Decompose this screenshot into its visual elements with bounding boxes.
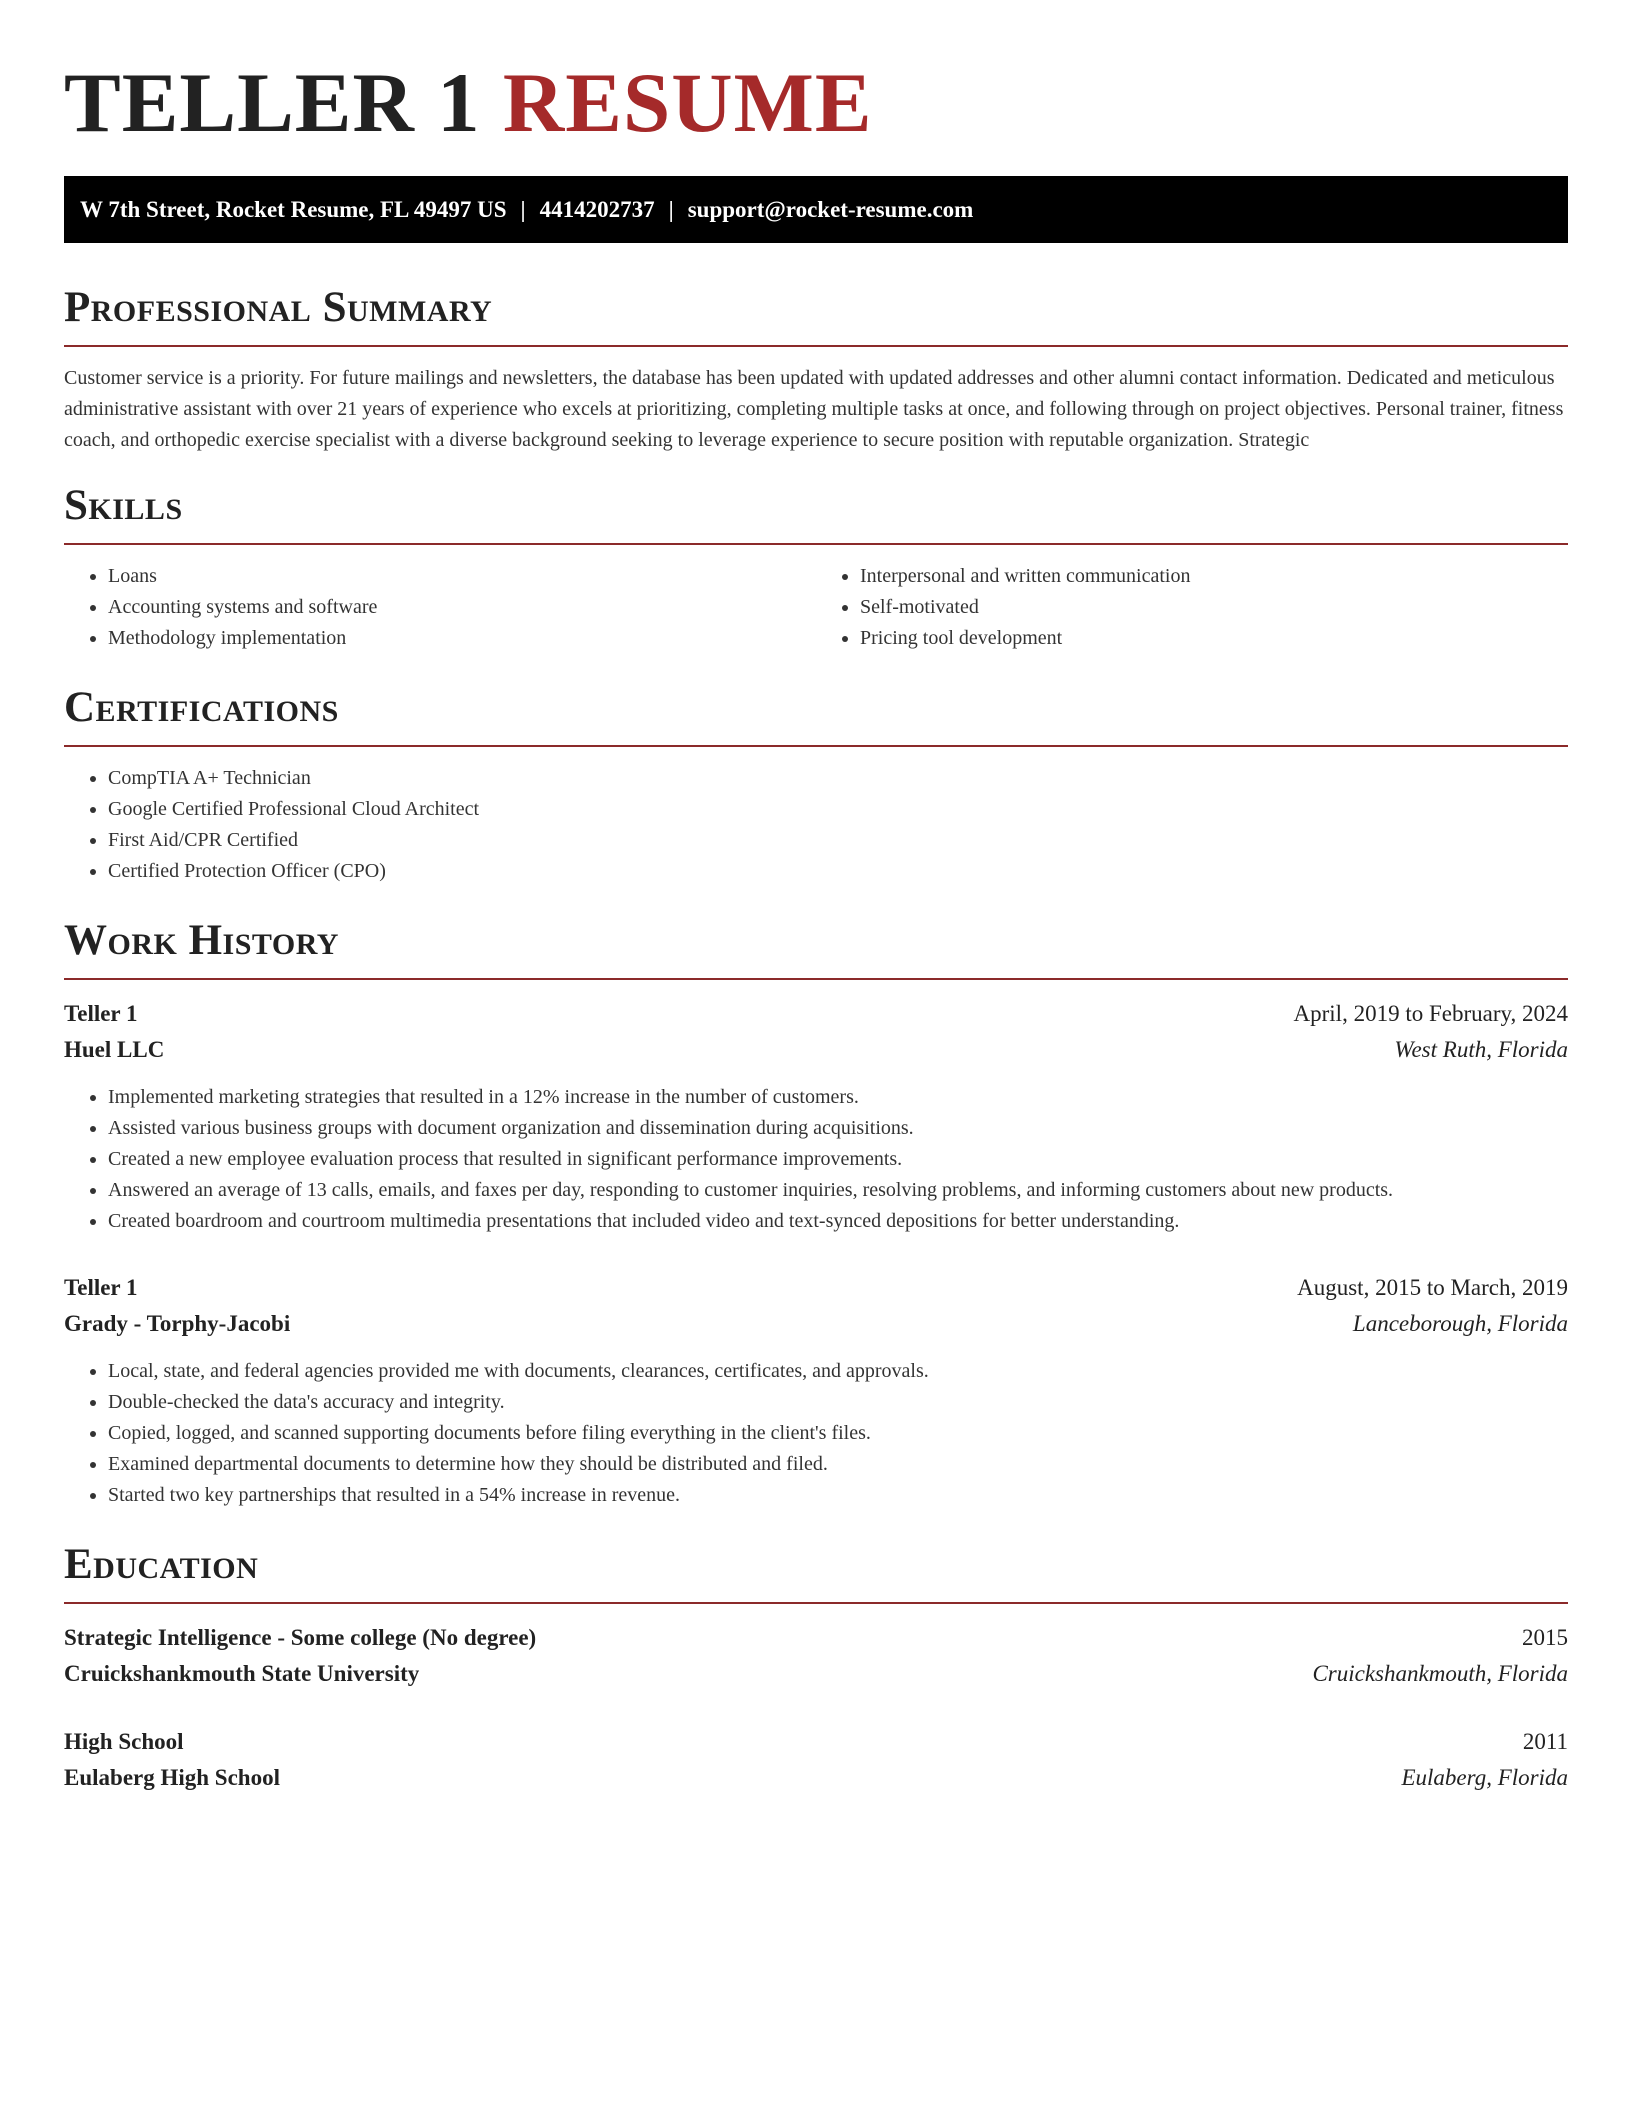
title-accent: RESUME [502,56,873,150]
certification-item: • CompTIA A+ Technician [108,763,1568,794]
job-title: Teller 1 [64,1001,138,1026]
section-heading-summary: Professional Summary [64,284,493,331]
section-heading-education: Education [64,1541,259,1588]
education-school: Eulaberg High School [64,1765,280,1790]
certifications-section [64,683,1568,887]
resume-title [64,0,1568,158]
job-entry [64,996,1568,1237]
education-school-row [64,1760,1568,1796]
section-divider [64,745,1568,747]
job-location: West Ruth, Florida [1394,1037,1568,1062]
contact-separator: | [520,197,526,222]
skill-item: • Loans [108,561,816,592]
contact-address: W 7th Street, Rocket Resume, FL 49497 US [80,197,507,222]
job-location: Lanceborough, Florida [1352,1311,1568,1336]
summary-section [64,283,1568,456]
job-title: Teller 1 [64,1275,138,1300]
job-bullet: • Assisted various business groups with document organization and dissemination during acquisitions. [108,1113,1568,1144]
skill-item: • Accounting systems and software [108,592,816,623]
section-heading-work-history: Work History [64,917,339,964]
education-section [64,1540,1568,1796]
section-divider [64,345,1568,347]
education-school: Cruickshankmouth State University [64,1661,420,1686]
title-name: TELLER 1 [64,56,481,150]
job-company: Grady - Torphy-Jacobi [64,1311,291,1336]
education-degree: Strategic Intelligence - Some college (No degree) [64,1625,537,1650]
work-history-section [64,916,1568,1511]
education-year: 2011 [1522,1729,1568,1754]
job-header-row [64,996,1568,1032]
education-degree-row [64,1620,1568,1656]
job-bullet: • Local, state, and federal agencies provided me with documents, clearances, certificates, and approvals. [108,1356,1568,1387]
contact-separator: | [668,197,674,222]
certification-item: • Certified Protection Officer (CPO) [108,856,1568,887]
job-company-row [64,1306,1568,1342]
education-degree: High School [64,1729,184,1754]
skill-item: • Methodology implementation [108,623,816,654]
skills-list-left [64,561,816,654]
skill-item: • Interpersonal and written communication [860,561,1568,592]
education-location: Eulaberg, Florida [1401,1765,1568,1790]
education-degree-row [64,1724,1568,1760]
section-heading-certifications: Certifications [64,684,339,731]
job-bullet: • Started two key partnerships that resulted in a 54% increase in revenue. [108,1480,1568,1511]
education-entry [64,1724,1568,1796]
skills-grid [64,545,1568,654]
certification-item: • First Aid/CPR Certified [108,825,1568,856]
job-dates: August, 2015 to March, 2019 [1297,1275,1568,1300]
job-company: Huel LLC [64,1037,165,1062]
job-header-row [64,1270,1568,1306]
skill-item: • Self-motivated [860,592,1568,623]
certifications-list [64,763,1568,887]
job-bullet: • Implemented marketing strategies that resulted in a 12% increase in the number of customers. [108,1082,1568,1113]
job-bullets [64,1356,1568,1511]
job-bullet: • Created boardroom and courtroom multimedia presentations that included video and text-synced depositions for better understanding. [108,1206,1568,1237]
skill-item: • Pricing tool development [860,623,1568,654]
contact-email[interactable]: support@rocket-resume.com [687,197,974,222]
education-entry [64,1620,1568,1692]
skills-section [64,481,1568,654]
section-divider [64,1602,1568,1604]
job-bullet: • Double-checked the data's accuracy and integrity. [108,1387,1568,1418]
certification-item: • Google Certified Professional Cloud Architect [108,794,1568,825]
summary-text: Customer service is a priority. For future mailings and newsletters, the database has been updated with updated addresses and other alumni contact information. Dedicated and meticulous administrative assistant with over 21 years of experience who excels at prioritizing, completing multiple tasks at once, and following through on project objectives. Personal trainer, fitness coach, and orthopedic exercise specialist with a diverse background seeking to leverage experience to secure position with reputable organization. Strategic [64,367,1564,451]
section-divider [64,978,1568,980]
contact-phone: 4414202737 [539,197,655,222]
education-year: 2015 [1522,1625,1568,1650]
job-bullet: • Examined departmental documents to determine how they should be distributed and filed. [108,1449,1568,1480]
job-bullet: • Created a new employee evaluation process that resulted in significant performance improvements. [108,1144,1568,1175]
education-school-row [64,1656,1568,1692]
job-bullets [64,1082,1568,1237]
resume-page [64,0,1568,1796]
job-company-row [64,1032,1568,1068]
job-entry [64,1270,1568,1511]
job-bullet: • Answered an average of 13 calls, emails, and faxes per day, responding to customer inquiries, resolving problems, and informing customers about new products. [108,1175,1568,1206]
job-bullet: • Copied, logged, and scanned supporting documents before filing everything in the client's files. [108,1418,1568,1449]
skills-list-right [816,561,1568,654]
section-heading-skills: Skills [64,482,183,529]
contact-bar [64,176,1568,243]
education-location: Cruickshankmouth, Florida [1312,1661,1568,1686]
job-dates: April, 2019 to February, 2024 [1293,1001,1568,1026]
